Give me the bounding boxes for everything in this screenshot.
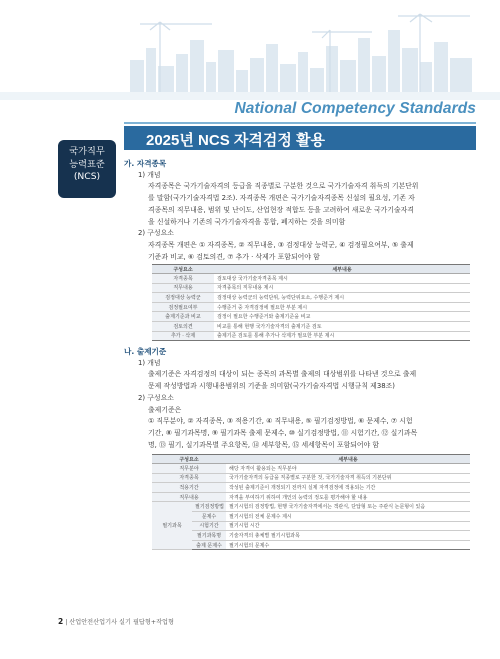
- header-band: [0, 92, 500, 100]
- table-cell: 직무내용: [152, 492, 226, 502]
- table-cell: 필기과목: [152, 502, 192, 550]
- subsection-label: 1) 개념: [138, 170, 161, 179]
- table-cell: 해당 자격이 활용되는 직무분야: [226, 464, 470, 474]
- paragraph-line: 를 말함(국가기술자격법 2조). 자격종목 개편은 국가기술자격종목 신설의 필요성, 기존 자: [148, 194, 415, 203]
- ga-components-table: [152, 264, 470, 341]
- table-cell: 검정대상 능력군의 능력단위, 능력단위요소, 수행준거 제시: [214, 293, 470, 303]
- section-na: [124, 346, 476, 451]
- table-cell: 자격을 부여하기 위하여 개인의 능력의 정도를 평가해야 할 내용: [226, 492, 470, 502]
- table-cell: 필기시험 시간: [226, 521, 470, 531]
- paragraph-line: 자격종목은 국가기술자격의 등급을 직종별로 구분한 것으로 국가기술자격 취득의 기본단위: [148, 182, 419, 191]
- table-row: [152, 492, 470, 502]
- table-cell: 출제 문제수: [192, 540, 226, 550]
- page-footer: [58, 617, 174, 626]
- table-cell: 필기시험의 문제수: [226, 540, 470, 550]
- table-row: [152, 331, 470, 341]
- na-components-table: [152, 454, 470, 550]
- table-row: [152, 283, 470, 293]
- table-cell: 문제수: [192, 511, 226, 521]
- table-cell: 검정필요여부: [152, 302, 214, 312]
- chapter-title: 2025년 NCS 자격검정 활용: [146, 132, 325, 149]
- table-row: [152, 302, 470, 312]
- table-cell: 검토대상 국가기술자격종목 제시: [214, 274, 470, 284]
- table-row: [152, 293, 470, 303]
- table-cell: 작성된 출제기준이 개정되기 전까지 실제 자격검정에 적용되는 기간: [226, 483, 470, 493]
- paragraph-line: 격종목의 직무내용, 범위 및 난이도, 산업현장 적합도 등을 고려하여 새로운 국가기술자격: [148, 205, 414, 214]
- table-cell: 자격종목: [152, 473, 226, 483]
- table-row: [152, 274, 470, 284]
- table-cell: 검정대상 능력군: [152, 293, 214, 303]
- paragraph-line: 자격종목 개편은 ① 자격종목, ② 직무내용, ③ 검정대상 능력군, ④ 검정필요여부, ⑤ 출제: [148, 240, 414, 249]
- table-cell: 국가기술자격의 등급을 직종별로 구분한 것, 국가기술자격 취득의 기본단위: [226, 473, 470, 483]
- table-row: [152, 521, 470, 531]
- table-cell: 자격종목: [152, 274, 214, 284]
- table-header-row: [152, 265, 470, 274]
- table-cell: 적용기간: [152, 483, 226, 493]
- paragraph-line: 출제기준은 자격검정의 대상이 되는 종목의 과목별 출제의 대상범위를 나타낸 것으로 출제: [148, 370, 417, 379]
- badge-line-1: 국가직무: [69, 146, 105, 157]
- table-cell: 시험기간: [192, 521, 226, 531]
- paragraph-line: 명, ⑬ 필기, 실기과목별 주요항목, ⑭ 세부항목, ⑮ 세세항목이 포함되어야 함: [148, 440, 380, 449]
- table-cell: 필기시험의 전체 문제수 제시: [226, 511, 470, 521]
- section-heading: 나. 출제기준: [124, 347, 167, 356]
- page-number: 2: [58, 617, 64, 626]
- table-row: [152, 531, 470, 541]
- table-cell: 기술자격의 총체별 필기시험과목: [226, 531, 470, 541]
- table-cell: 필기과목명: [192, 531, 226, 541]
- table-row: [152, 540, 470, 550]
- table-header-cell: 구성요소: [152, 455, 226, 464]
- table-row: [152, 464, 470, 474]
- table-cell: 비교를 통해 현행 국가기술자격의 출제기준 검토: [214, 321, 470, 331]
- table-row: [152, 502, 470, 512]
- section-ga: [124, 158, 476, 263]
- subsection-label: 1) 개념: [138, 358, 161, 367]
- table-cell: 직무분야: [152, 464, 226, 474]
- table-cell: 검정이 필요한 수행준거와 출제기준을 비교: [214, 312, 470, 322]
- paragraph-line: 출제기준은: [148, 405, 182, 414]
- table-cell: 추가 · 삭제: [152, 331, 214, 341]
- table-header-cell: 구성요소: [152, 265, 214, 274]
- table-header-cell: 세부내용: [214, 265, 470, 274]
- header-skyline-illustration: [0, 0, 500, 92]
- paragraph-line: 기준과 비교, ⑥ 검토의견, ⑦ 추가 · 삭제가 포함되어야 함: [148, 252, 320, 261]
- paragraph-line: 기간, ⑧ 필기과목명, ⑨ 필기과목 출제 문제수, ⑩ 실기검정방법, ⑪ 시험기간, ⑫ 실기과목: [148, 428, 418, 437]
- table-cell: 검토의견: [152, 321, 214, 331]
- table-row: [152, 312, 470, 322]
- table-cell: 필기시험의 검정방법, 현행 국가기술자격에서는 객관식, 단답형 또는 주관식 논문형이 있음: [226, 502, 470, 512]
- table-row: [152, 511, 470, 521]
- badge-line-2: 능력표준: [69, 158, 105, 170]
- paragraph-line: 을 신설하거나 기존의 국가기술자격을 통합, 폐지하는 것을 의미함: [148, 217, 346, 226]
- table-header-row: [152, 455, 470, 464]
- table-cell: 출제기준 검토를 통해 추가나 삭제가 필요한 부분 제시: [214, 331, 470, 341]
- badge-line-3: (NCS): [73, 171, 101, 182]
- table-header-cell: 세부내용: [226, 455, 470, 464]
- table-row: [152, 321, 470, 331]
- book-title: 산업안전산업기사 실기 필답형+작업형: [69, 619, 175, 626]
- table-cell: 필기검정방법: [192, 502, 226, 512]
- ncs-side-badge: [58, 140, 116, 198]
- subsection-label: 2) 구성요소: [138, 229, 174, 238]
- chapter-title-bar: [124, 126, 476, 150]
- series-title: National Competency Standards: [234, 100, 476, 117]
- table-cell: 수행준거 중 자격검정에 필요한 부분 제시: [214, 302, 470, 312]
- paragraph-line: 문제 작성방법과 시행내용범위의 기준을 의미함(국가기술자격법 시행규칙 제38조): [148, 382, 395, 391]
- series-title-rule: [124, 122, 476, 124]
- table-cell: 직무내용: [152, 283, 214, 293]
- subsection-label: 2) 구성요소: [138, 393, 174, 402]
- section-heading: 가. 자격종목: [124, 159, 167, 168]
- table-row: [152, 483, 470, 493]
- footer-divider: |: [65, 619, 70, 626]
- table-cell: 자격종목의 직무내용 제시: [214, 283, 470, 293]
- table-cell: 출제기준과 비교: [152, 312, 214, 322]
- table-row: [152, 473, 470, 483]
- paragraph-line: ① 직무분야, ② 자격종목, ③ 적용기간, ④ 직무내용, ⑤ 필기검정방법, ⑥ 문제수, ⑦ 시험: [148, 417, 413, 426]
